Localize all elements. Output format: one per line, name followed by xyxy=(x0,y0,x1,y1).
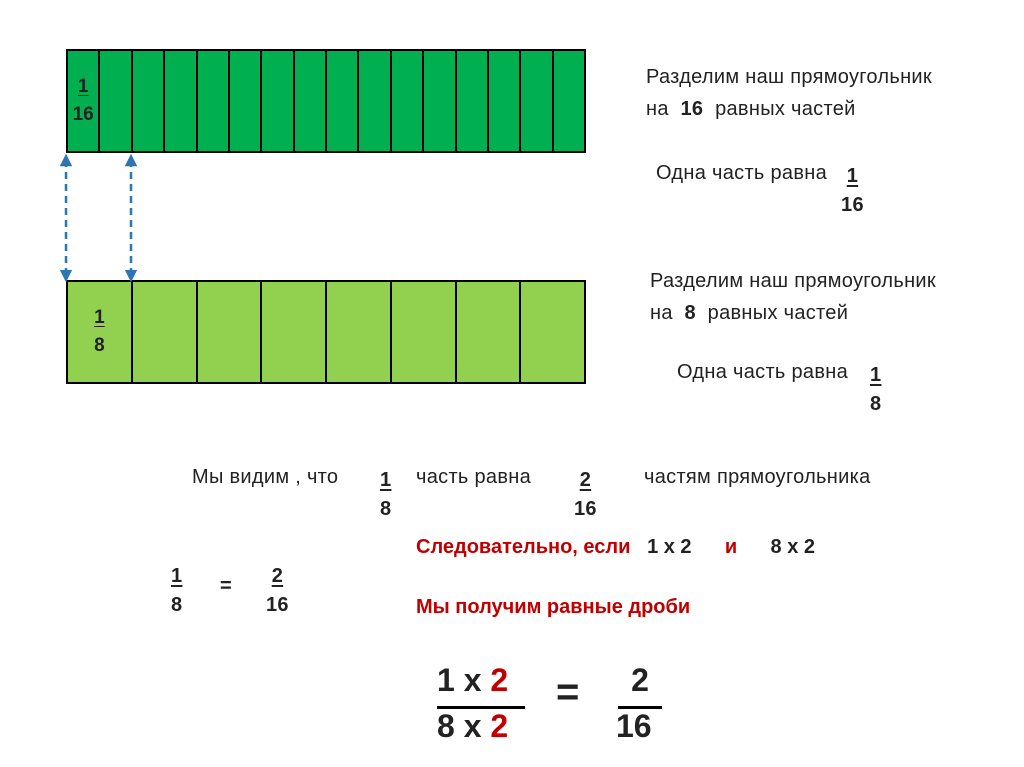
cell-fraction-numerator: 1 xyxy=(94,307,105,328)
big-result-numerator: 2 xyxy=(631,662,649,698)
one-part-8: Одна часть равна $\frac{1}{8}$ xyxy=(677,361,882,415)
see-text-a: Мы видим , что xyxy=(192,466,339,488)
big-numerator: 1 х 2 xyxy=(437,662,509,698)
see-frac-2-16: $\frac{2}{16}$ xyxy=(574,469,597,520)
cell-fraction-denominator: 16 xyxy=(72,103,94,125)
cell-fraction-denominator: 8 xyxy=(94,334,105,356)
left-frac-1-8: $\frac{1}{8}$ xyxy=(171,565,183,616)
divide-16-line2: на 16 равных частей xyxy=(646,98,856,120)
one-part-16: Одна часть равна $\frac{1}{16}$ xyxy=(656,162,864,216)
see-text-b: часть равна xyxy=(416,466,532,488)
divide-16-line1: Разделим наш прямоугольник xyxy=(646,66,932,88)
divide-8-line2: на 8 равных частей xyxy=(650,302,849,324)
cell-fraction-numerator: 1 xyxy=(77,76,89,97)
conclusion-line2: Мы получим равные дроби xyxy=(416,596,691,618)
see-text-c: частям прямоугольника xyxy=(644,466,871,488)
big-denominator: 8 х 2 xyxy=(437,708,509,744)
big-equals: = xyxy=(556,670,580,714)
left-frac-2-16: $\frac{2}{16}$ xyxy=(266,565,289,616)
big-result-denominator: 16 xyxy=(616,708,652,744)
left-equals: = xyxy=(220,575,232,597)
conclusion-line1: Следовательно, если 1 х 2 и 8 х 2 xyxy=(416,536,816,558)
divide-8-line1: Разделим наш прямоугольник xyxy=(650,270,936,292)
see-frac-1-8: $\frac{1}{8}$ xyxy=(380,469,392,520)
